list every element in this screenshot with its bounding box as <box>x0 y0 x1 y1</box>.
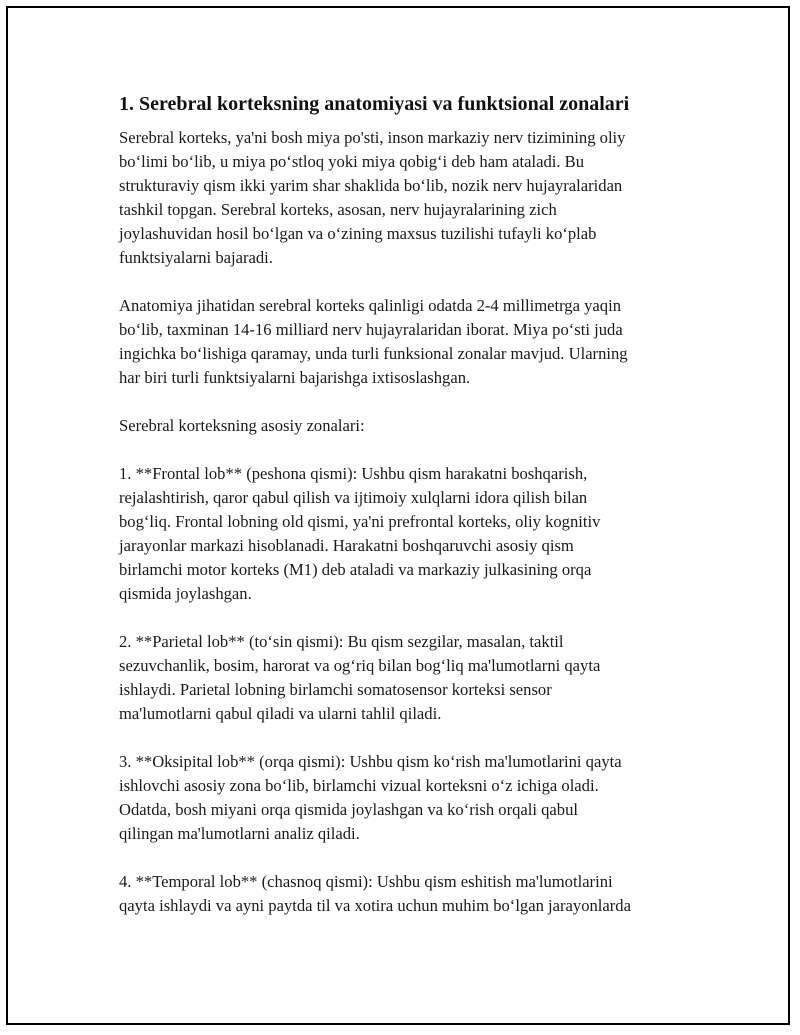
text-line: har biri turli funktsiyalarni bajarishga ixtisoslashgan. <box>119 368 471 387</box>
text-line: strukturaviy qism ikki yarim shar shaklida bo‘lib, nozik nerv hujayralaridan <box>119 176 623 195</box>
list-item-temporal-lob <box>119 870 704 918</box>
text-line: bo‘lib, taxminan 14-16 milliard nerv hujayralaridan iborat. Miya po‘sti juda <box>119 320 623 339</box>
text-line: birlamchi motor korteks (M1) deb ataladi va markaziy julkasining orqa <box>119 560 592 579</box>
section-heading: 1. Serebral korteksning anatomiyasi va funktsional zonalari <box>119 93 630 115</box>
text-line: ingichka bo‘lishiga qaramay, unda turli funksional zonalar mavjud. Ularning <box>119 344 628 363</box>
list-item-frontal-lob <box>119 462 704 606</box>
text-line: Serebral korteksning asosiy zonalari: <box>119 416 365 435</box>
text-line: Anatomiya jihatidan serebral korteks qalinligi odatda 2-4 millimetrga yaqin <box>119 296 621 315</box>
text-line: tashkil topgan. Serebral korteks, asosan, nerv hujayralarining zich <box>119 200 557 219</box>
paragraph-intro <box>119 126 704 270</box>
text-line: joylashuvidan hosil bo‘lgan va o‘zining maxsus tuzilishi tufayli ko‘plab <box>119 224 597 243</box>
text-line: qismida joylashgan. <box>119 584 252 603</box>
text-line: 2. **Parietal lob** (to‘sin qismi): Bu qism sezgilar, masalan, taktil <box>119 632 564 651</box>
document-body <box>119 92 704 942</box>
text-line: bog‘liq. Frontal lobning old qismi, ya'ni prefrontal korteks, oliy kognitiv <box>119 512 601 531</box>
list-item-parietal-lob <box>119 630 704 726</box>
text-line: qayta ishlaydi va ayni paytda til va xotira uchun muhim bo‘lgan jarayonlarda <box>119 896 631 915</box>
text-line: 4. **Temporal lob** (chasnoq qismi): Ushbu qism eshitish ma'lumotlarini <box>119 872 613 891</box>
list-item-oksipital-lob <box>119 750 704 846</box>
text-line: funktsiyalarni bajaradi. <box>119 248 273 267</box>
text-line: Serebral korteks, ya'ni bosh miya po'sti, inson markaziy nerv tizimining oliy <box>119 128 626 147</box>
text-line: sezuvchanlik, bosim, harorat va og‘riq bilan bog‘liq ma'lumotlarni qayta <box>119 656 601 675</box>
text-line: bo‘limi bo‘lib, u miya po‘stloq yoki miya qobig‘i deb ham ataladi. Bu <box>119 152 585 171</box>
paragraph-zones-intro <box>119 414 704 438</box>
text-line: 3. **Oksipital lob** (orqa qismi): Ushbu qism ko‘rish ma'lumotlarini qayta <box>119 752 622 771</box>
text-line: ishlovchi asosiy zona bo‘lib, birlamchi vizual korteksni o‘z ichiga oladi. <box>119 776 599 795</box>
text-line: ma'lumotlarni qabul qiladi va ularni tahlil qiladi. <box>119 704 442 723</box>
text-line: jarayonlar markazi hisoblanadi. Harakatni boshqaruvchi asosiy qism <box>119 536 574 555</box>
text-line: qilingan ma'lumotlarni analiz qiladi. <box>119 824 360 843</box>
paragraph-anatomy <box>119 294 704 390</box>
text-line: 1. **Frontal lob** (peshona qismi): Ushbu qism harakatni boshqarish, <box>119 464 588 483</box>
text-line: rejalashtirish, qaror qabul qilish va ijtimoiy xulqlarni idora qilish bilan <box>119 488 588 507</box>
text-line: ishlaydi. Parietal lobning birlamchi somatosensor korteksi sensor <box>119 680 552 699</box>
text-line: Odatda, bosh miyani orqa qismida joylashgan va ko‘rish orqali qabul <box>119 800 579 819</box>
